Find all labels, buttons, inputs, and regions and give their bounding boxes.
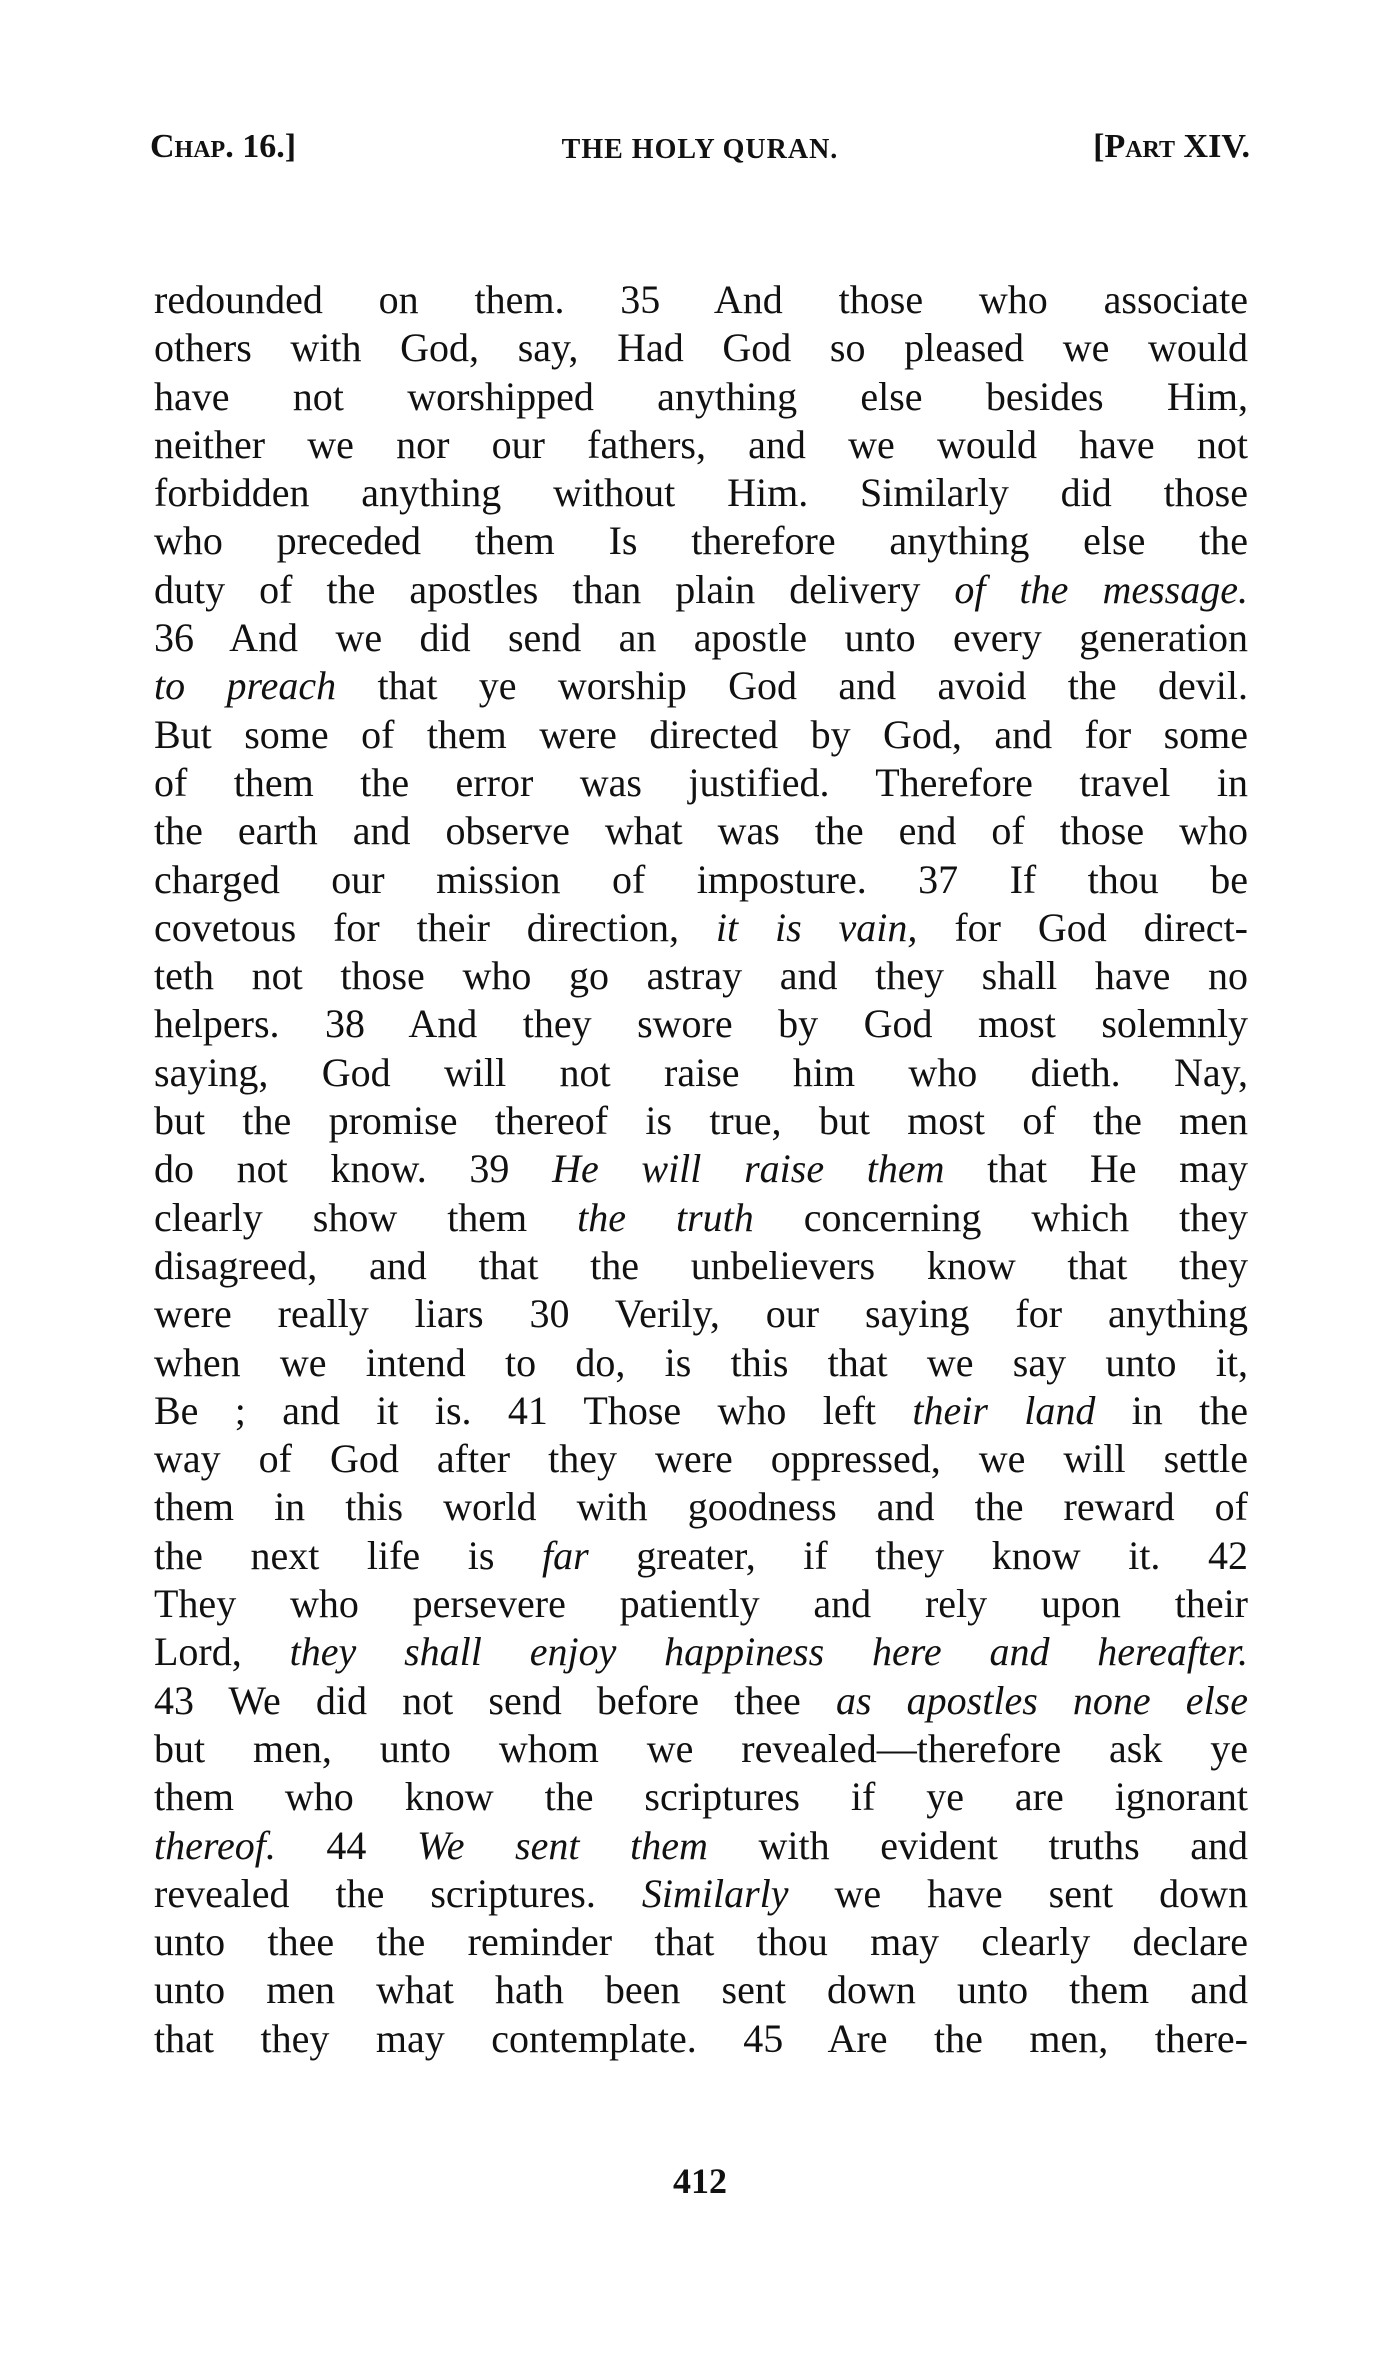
text-segment: Be ; and it is. 41 Those who left — [154, 1387, 913, 1433]
italic-text-segment: far — [542, 1532, 589, 1578]
text-line — [154, 276, 1248, 324]
text-line — [154, 1387, 1248, 1435]
text-segment: that they may contemplate. 45 Are the men, there- — [154, 2015, 1248, 2061]
text-segment: others with God, say, Had God so pleased we would — [154, 325, 1248, 371]
italic-text-segment: He will raise them — [552, 1146, 945, 1192]
italic-text-segment: to preach — [154, 663, 337, 709]
text-segment: the next life is — [154, 1532, 543, 1578]
text-segment: duty of the apostles than plain delivery — [154, 566, 955, 612]
text-segment: with evident truths and — [707, 1822, 1249, 1868]
text-segment: of them the error was justified. Therefore travel in — [154, 759, 1248, 805]
text-segment: covetous for their direction, — [154, 904, 716, 950]
text-segment: revealed the scriptures. — [154, 1870, 642, 1916]
text-line — [154, 1194, 1248, 1242]
text-line — [154, 904, 1248, 952]
text-line — [154, 807, 1248, 855]
text-line — [154, 1145, 1248, 1193]
text-line — [154, 1870, 1248, 1918]
text-segment: 36 And we did send an apostle unto every generation — [154, 615, 1248, 661]
text-segment: do not know. 39 — [154, 1146, 553, 1192]
text-line — [154, 1966, 1248, 2014]
text-line — [154, 1822, 1248, 1870]
text-segment: who preceded them Is therefore anything else the — [154, 518, 1248, 564]
text-segment: in the — [1095, 1387, 1248, 1433]
text-segment: have not worshipped anything else besides Him, — [154, 373, 1248, 419]
text-segment: greater, if they know it. 42 — [588, 1532, 1249, 1578]
text-line — [154, 759, 1248, 807]
text-line — [154, 1339, 1248, 1387]
text-segment: concerning which they — [753, 1194, 1248, 1240]
italic-text-segment: thereof. — [154, 1822, 276, 1868]
text-segment: disagreed, and that the unbelievers know that they — [154, 1242, 1248, 1288]
text-segment: that ye worship God and avoid the devil. — [336, 663, 1248, 709]
text-line — [154, 324, 1248, 372]
text-segment: them in this world with goodness and the reward of — [154, 1484, 1248, 1530]
text-line — [154, 1677, 1248, 1725]
text-line — [154, 1290, 1248, 1338]
text-line — [154, 1773, 1248, 1821]
text-line — [154, 421, 1248, 469]
text-line — [154, 1435, 1248, 1483]
text-segment: 43 We did not send before thee — [154, 1677, 836, 1723]
text-line — [154, 1242, 1248, 1290]
text-segment: way of God after they were oppressed, we will settle — [154, 1436, 1248, 1482]
text-line — [154, 1049, 1248, 1097]
text-line — [154, 662, 1248, 710]
text-line — [154, 952, 1248, 1000]
running-header — [150, 128, 1250, 178]
italic-text-segment: of the message. — [954, 566, 1248, 612]
text-segment: unto thee the reminder that thou may clearly declare — [154, 1919, 1248, 1965]
italic-text-segment: as apostles none else — [835, 1677, 1248, 1723]
text-line — [154, 1918, 1248, 1966]
text-line — [154, 711, 1248, 759]
text-line — [154, 1097, 1248, 1145]
text-line — [154, 1580, 1248, 1628]
text-line — [154, 517, 1248, 565]
text-segment: but men, unto whom we revealed—therefore ask ye — [154, 1725, 1248, 1771]
text-segment: were really liars 30 Verily, our saying for anything — [154, 1291, 1248, 1337]
text-segment: redounded on them. 35 And those who associate — [154, 277, 1248, 322]
text-line — [154, 856, 1248, 904]
text-segment: But some of them were directed by God, and for some — [154, 711, 1248, 757]
text-segment: when we intend to do, is this that we say unto it, — [154, 1339, 1248, 1385]
page-body-text — [154, 276, 1248, 2063]
text-segment: 44 — [275, 1822, 418, 1868]
text-segment: for God direct- — [917, 904, 1248, 950]
text-segment: forbidden anything without Him. Similarly did those — [154, 470, 1248, 516]
text-segment: saying, God will not raise him who dieth. Nay, — [154, 1049, 1248, 1095]
text-line — [154, 1532, 1248, 1580]
book-title: THE HOLY QURAN. — [561, 134, 839, 165]
text-segment: charged our mission of imposture. 37 If thou be — [154, 856, 1248, 902]
text-segment: we have sent down — [788, 1870, 1249, 1916]
text-segment: They who persevere patiently and rely upon their — [154, 1581, 1248, 1627]
text-segment: unto men what hath been sent down unto them and — [154, 1967, 1248, 2013]
chapter-label: Chap. 16.] — [150, 128, 297, 165]
page-number: 412 — [673, 2161, 727, 2201]
italic-text-segment: they shall enjoy happiness here and hereafter. — [289, 1629, 1248, 1675]
text-segment: but the promise thereof is true, but most of the men — [154, 1098, 1248, 1144]
text-segment: the earth and observe what was the end of those who — [154, 808, 1248, 854]
text-line — [154, 614, 1248, 662]
text-line — [154, 566, 1248, 614]
text-segment: Lord, — [154, 1629, 290, 1675]
italic-text-segment: We sent them — [417, 1822, 708, 1868]
text-segment: neither we nor our fathers, and we would have not — [154, 421, 1248, 467]
text-line — [154, 1483, 1248, 1531]
text-segment: helpers. 38 And they swore by God most solemnly — [154, 1001, 1248, 1047]
text-segment: teth not those who go astray and they shall have no — [154, 953, 1248, 999]
text-line — [154, 2015, 1248, 2063]
text-segment: clearly show them — [154, 1194, 578, 1240]
part-label: [Part XIV. — [1093, 128, 1250, 165]
italic-text-segment: Similarly — [641, 1870, 789, 1916]
italic-text-segment: the truth — [577, 1194, 754, 1240]
italic-text-segment: their land — [912, 1387, 1096, 1433]
text-segment: that He may — [944, 1146, 1248, 1192]
text-line — [154, 1725, 1248, 1773]
text-segment: them who know the scriptures if ye are ignorant — [154, 1774, 1248, 1820]
text-line — [154, 1000, 1248, 1048]
text-line — [154, 373, 1248, 421]
text-line — [154, 469, 1248, 517]
italic-text-segment: it is vain, — [715, 904, 918, 950]
text-line — [154, 1628, 1248, 1676]
